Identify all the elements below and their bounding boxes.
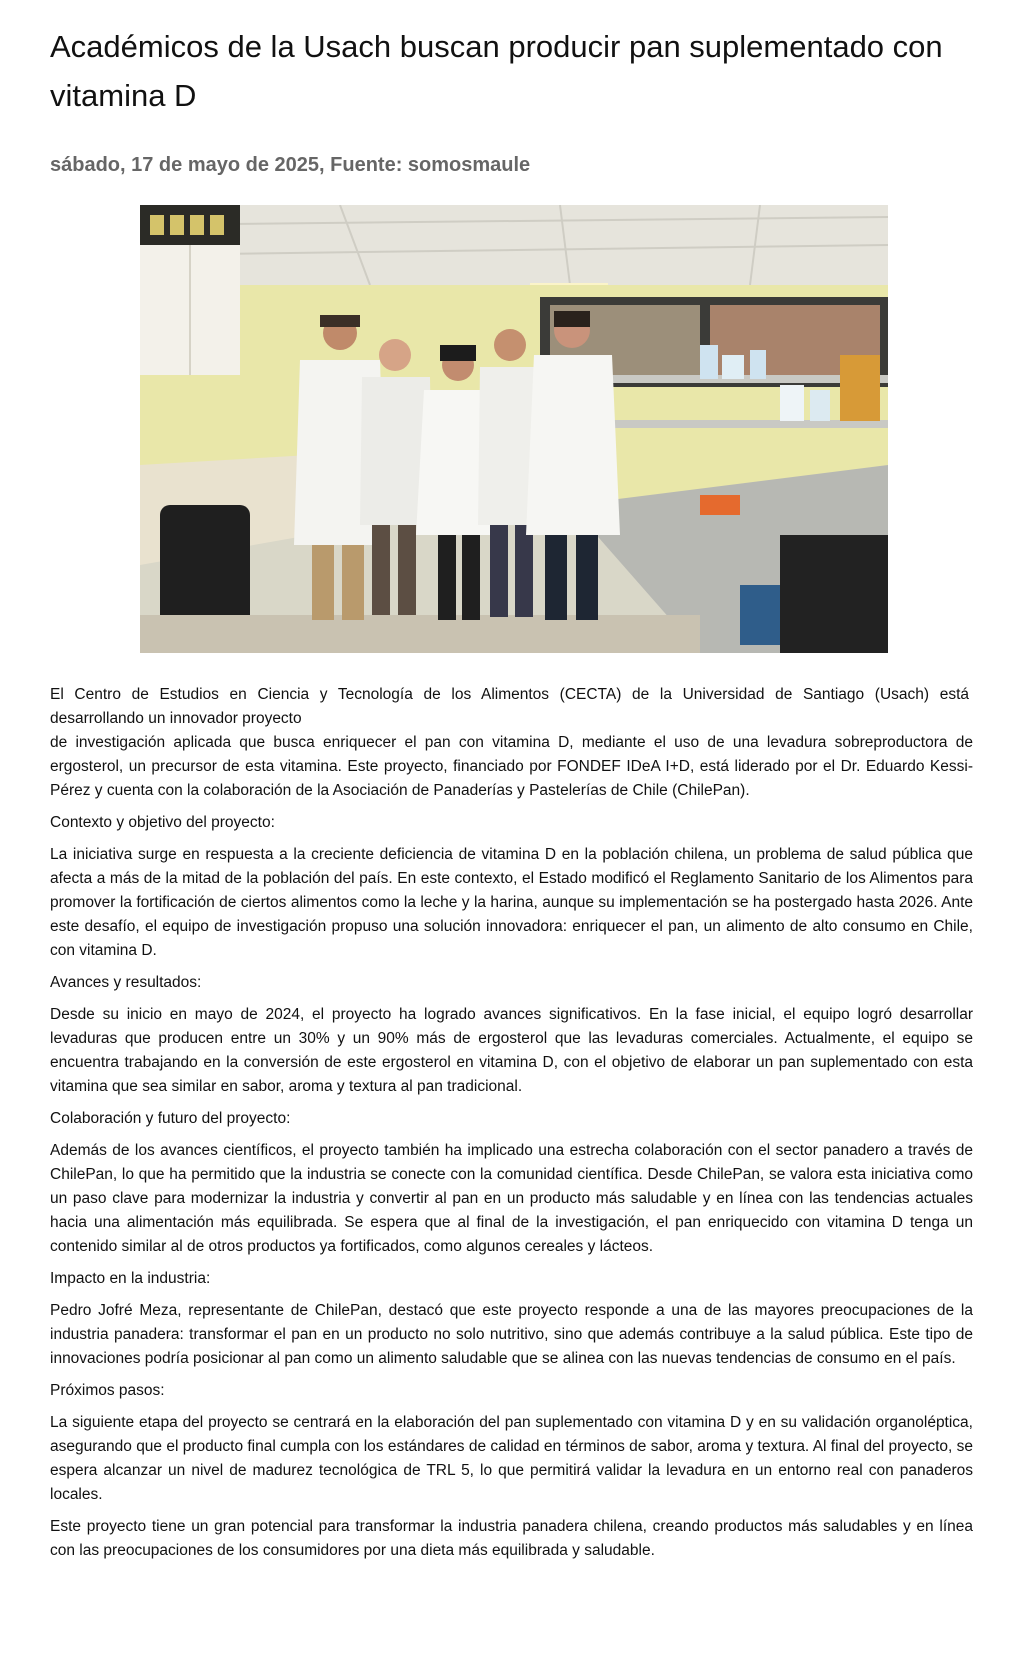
- article-title: Académicos de la Usach buscan producir pan suplementado con vitamina D: [50, 29, 943, 113]
- intro-line-1: El Centro de Estudios en Ciencia y Tecnología de los Alimentos (CECTA) de la Universidad de Santiago (Usach) está: [50, 686, 969, 703]
- article-date-source: sábado, 17 de mayo de 2025, Fuente: somosmaule: [50, 154, 531, 176]
- intro-paragraph: [50, 683, 973, 803]
- section-heading-collaboration: Colaboración y futuro del proyecto:: [50, 1110, 291, 1127]
- section-paragraph-impact: Pedro Jofré Meza, representante de ChilePan, destacó que este proyecto responde a una de las mayores preocupaciones de la industria panadera: transformar el pan en un producto no solo nutritivo, sino que además contribuye a la salud pública. Este tipo de innovaciones podría posicionar al pan como un alimento saludable que se alinea con las nuevas tendencias de consumo en el país.: [50, 1302, 973, 1367]
- section-heading-next-steps: Próximos pasos:: [50, 1382, 165, 1399]
- section-heading-context: Contexto y objetivo del proyecto:: [50, 814, 275, 831]
- section-paragraph-collaboration: Además de los avances científicos, el proyecto también ha implicado una estrecha colaboración con el sector panadero a través de ChilePan, lo que ha permitido que la industria se conecte con la comunidad científica. Desde ChilePan, se valora esta iniciativa como un paso clave para modernizar la industria y convertir al pan en un producto más saludable y en línea con las tendencias actuales hacia una alimentación más equilibrada. Se espera que al final de la investigación, el pan enriquecido con vitamina D tenga un contenido similar al de otros productos ya fortificados, como algunos cereales y lácteos.: [50, 1142, 973, 1255]
- section-heading-progress: Avances y resultados:: [50, 974, 202, 991]
- section-paragraph-next-steps: La siguiente etapa del proyecto se centrará en la elaboración del pan suplementado con vitamina D y en su validación organoléptica, asegurando que el producto final cumpla con los estándares de calidad en términos de sabor, aroma y textura. Al final del proyecto, se espera alcanzar un nivel de madurez tecnológica de TRL 5, lo que permitirá validar la levadura en un entorno real con panaderos locales.: [50, 1414, 973, 1503]
- article-body: [50, 683, 973, 1563]
- section-paragraph-progress: Desde su inicio en mayo de 2024, el proyecto ha logrado avances significativos. En la fase inicial, el equipo logró desarrollar levaduras que producen entre un 30% y un 90% más de ergosterol que las levaduras comerciales. Actualmente, el equipo se encuentra trabajando en la conversión de este ergosterol en vitamina D, con el objetivo de elaborar un pan suplementado con esta vitamina que sea similar en sabor, aroma y textura al pan tradicional.: [50, 1006, 973, 1095]
- intro-line-2: desarrollando un innovador proyecto: [50, 710, 302, 727]
- closing-paragraph: Este proyecto tiene un gran potencial para transformar la industria panadera chilena, creando productos más saludables y en línea con las preocupaciones de los consumidores por una dieta más equilibrada y saludable.: [50, 1518, 973, 1559]
- section-heading-impact: Impacto en la industria:: [50, 1270, 211, 1287]
- intro-line-3: de investigación aplicada que busca enriquecer el pan con vitamina D, mediante el uso de una levadura sobreproductora de ergosterol, un precursor de esta vitamina. Este proyecto, financiado por FONDEF IDeA I+D, está liderado por el Dr. Eduardo Kessi-Pérez y cuenta con la colaboración de la Asociación de Panaderías y Pastelerías de Chile (ChilePan).: [50, 734, 973, 799]
- article-photo: [140, 205, 888, 653]
- article: [50, 22, 973, 1571]
- section-paragraph-context: La iniciativa surge en respuesta a la creciente deficiencia de vitamina D en la población chilena, un problema de salud pública que afecta a más de la mitad de la población del país. En este contexto, el Estado modificó el Reglamento Sanitario de los Alimentos para promover la fortificación de ciertos alimentos como la leche y la harina, aunque su implementación se ha postergado hasta 2026. Ante este desafío, el equipo de investigación propuso una solución innovadora: enriquecer el pan, un alimento de alto consumo en Chile, con vitamina D.: [50, 846, 973, 959]
- lab-team-photo: [140, 205, 888, 653]
